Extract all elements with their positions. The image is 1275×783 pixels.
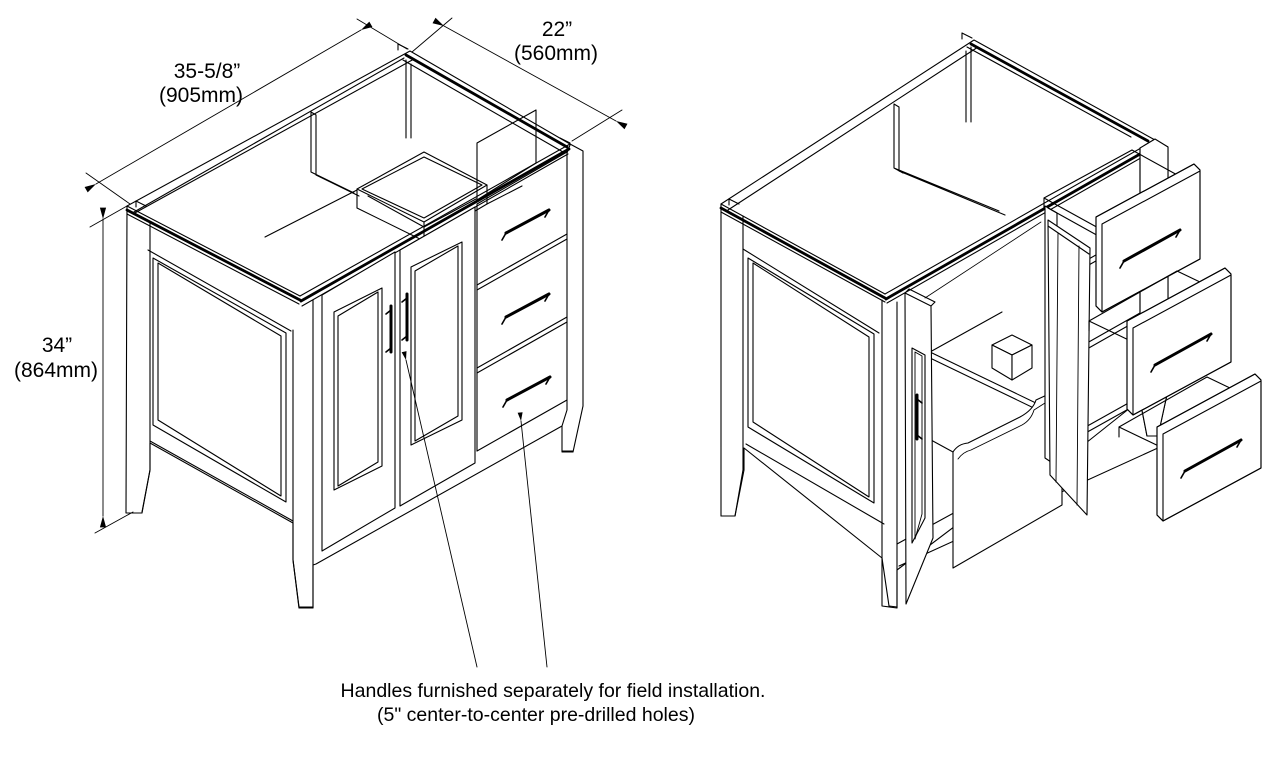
height-label-metric: (864mm) [13, 359, 99, 382]
installation-note [341, 680, 766, 726]
width-label-imperial: 35-5/8” [173, 60, 241, 83]
open-view-drawing [721, 33, 1261, 608]
note-line-1: Handles furnished separately for field installation. [340, 680, 766, 702]
width-label-metric: (905mm) [158, 84, 244, 107]
left-door [322, 252, 395, 551]
open-left-door [905, 289, 935, 604]
note-line-2: (5" center-to-center pre-drilled holes) [377, 704, 695, 726]
depth-label-imperial: 22” [541, 18, 573, 41]
right-door [400, 207, 475, 506]
height-label-imperial: 34” [41, 334, 73, 357]
closed-view-drawing [86, 18, 622, 667]
cabinet-body-open [721, 40, 1168, 608]
depth-label-metric: (560mm) [513, 42, 599, 65]
open-right-door [1048, 220, 1090, 515]
